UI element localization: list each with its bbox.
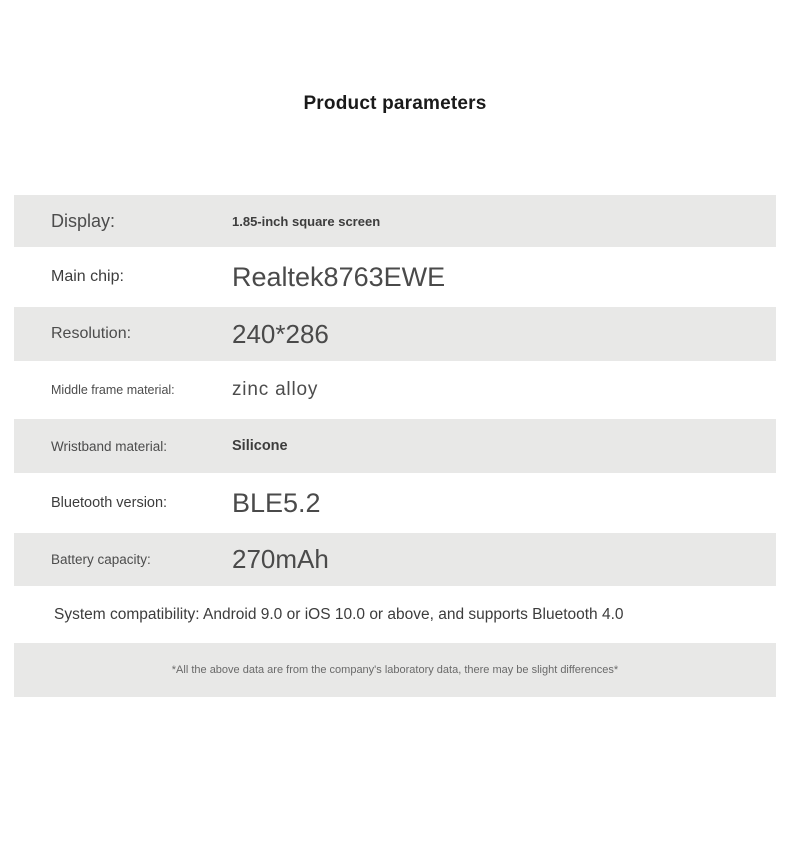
system-compatibility-text: System compatibility: Android 9.0 or iOS 10.0 or above, and supports Bluetooth 4.0: [54, 605, 624, 623]
page-title: Product parameters: [303, 93, 487, 114]
spec-value-bluetooth-version: BLE5.2: [232, 487, 321, 518]
spec-value-display: 1.85-inch square screen: [232, 213, 381, 229]
spec-value-wristband-material: Silicone: [232, 438, 288, 454]
spec-label-battery-capacity: Battery capacity:: [51, 552, 151, 567]
spec-row-bluetooth-version: [14, 473, 776, 533]
spec-value-resolution: 240*286: [232, 318, 329, 349]
spec-label-display: Display:: [51, 210, 116, 231]
spec-label-wristband-material: Wristband material:: [51, 438, 168, 454]
spec-row-resolution: [14, 307, 776, 361]
spec-row-wristband-material: [14, 419, 776, 473]
spec-label-resolution: Resolution:: [51, 325, 132, 342]
spec-row-main-chip: [14, 247, 776, 307]
spec-label-middle-frame-material: Middle frame material:: [51, 383, 175, 397]
spec-value-battery-capacity: 270mAh: [232, 544, 329, 574]
disclaimer-row: [14, 643, 776, 697]
spec-label-bluetooth-version: Bluetooth version:: [51, 495, 168, 511]
spec-row-display: [14, 195, 776, 247]
spec-row-middle-frame-material: [14, 361, 776, 419]
spec-table: [14, 195, 776, 697]
disclaimer-text: *All the above data are from the company's laboratory data, there may be slight differences*: [171, 664, 619, 676]
spec-row-battery-capacity: [14, 533, 776, 586]
spec-value-main-chip: Realtek8763EWE: [232, 261, 446, 292]
system-compatibility-row: [14, 586, 776, 643]
spec-label-main-chip: Main chip:: [51, 268, 124, 285]
spec-value-middle-frame-material: zinc alloy: [232, 379, 319, 400]
